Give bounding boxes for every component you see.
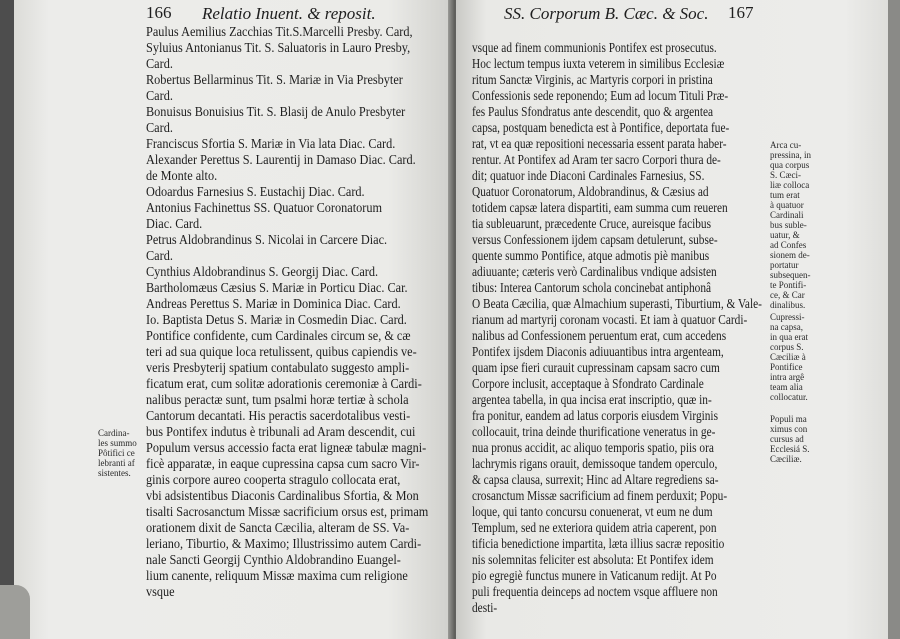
margin-note-line: Pôtifici ce xyxy=(98,448,135,458)
text-line: ginis corpore aureo cooperta stragulo collocata erat, xyxy=(146,473,401,488)
text-line: lachrymis rigans orauit, demissoque tandem operculo, xyxy=(472,457,718,472)
text-line: Quatuor Coronatorum, Aldobrandinus, & Cæsius ad xyxy=(472,185,709,200)
margin-note-line: sistentes. xyxy=(98,468,131,478)
margin-note-line: Cæciliæ à xyxy=(770,352,806,362)
margin-note-line: les summo xyxy=(98,438,137,448)
margin-note-line: Cardina- xyxy=(98,428,130,438)
margin-note-line: à quatuor xyxy=(770,200,804,210)
text-line: Robertus Bellarminus Tit. S. Mariæ in Via Presbyter xyxy=(146,73,403,88)
margin-note-line: lebranti af xyxy=(98,458,135,468)
margin-note-line: Cardinali xyxy=(770,210,804,220)
text-line: ficatum erat, cum solitæ adorationis ceremoniæ à Cardi- xyxy=(146,377,422,392)
text-line: bus Pontifex indutus è tribunali ad Aram descendit, cui xyxy=(146,425,416,440)
margin-note xyxy=(770,312,808,402)
margin-note-line: liæ colloca xyxy=(770,180,810,190)
text-line: Pontifice confidente, cum Cardinales circum se, & cæ xyxy=(146,329,411,344)
text-line: Petrus Aldobrandinus S. Nicolai in Carcere Diac. xyxy=(146,233,388,248)
text-line: orationem dixit de Sancta Cæcilia, alteram de SS. Va- xyxy=(146,521,410,536)
text-line: tia subleuarunt, præcedente Cruce, aureisque facibus xyxy=(472,217,712,232)
text-line: rianum ad martyrij coronam vocasti. Et iam à quatuor Cardi- xyxy=(472,313,748,328)
text-line: pio egregiè functus munere in Vaticanum redijt. At Po xyxy=(472,569,717,584)
text-line: fes Paulus Sfondratus ante descendit, quo & argentea xyxy=(472,105,714,120)
text-line: Populum versus accessio facta erat ligneæ tabulæ magni- xyxy=(146,441,427,456)
text-line: nis solemnitas feliciter est absoluta: Et Pontifex idem xyxy=(472,553,714,568)
right-page xyxy=(456,0,888,639)
margin-note-line: sionem de- xyxy=(770,250,810,260)
text-line: tisalti Sacrosanctum Missæ sacrificium orsus est, primam xyxy=(146,505,429,520)
text-line: ritum Sanctæ Virginis, ac Martyris corpori in pristina xyxy=(472,73,713,88)
text-line: nalibus ad Confessionem peruentum erat, cum accedens xyxy=(472,329,727,344)
text-line: loque, qui tanto concursu conuenerat, vt eum ne dum xyxy=(472,505,713,520)
margin-note-line: portatur xyxy=(770,260,799,270)
margin-note-line: na capsa, xyxy=(770,322,803,332)
margin-note-line: te Pontifi- xyxy=(770,280,807,290)
margin-note-line: pressina, in xyxy=(770,150,811,160)
margin-note-line: Populi ma xyxy=(770,414,807,424)
margin-note-line: in qua erat xyxy=(770,332,808,342)
text-line: crosanctum Missæ sacrificium ad finem perduxit; Popu- xyxy=(472,489,728,504)
margin-note-line: tum erat xyxy=(770,190,800,200)
text-line: collocauit, trina deinde thurificatione veneratus in ge- xyxy=(472,425,716,440)
text-line: adiuuante; cæteris verò Cardinalibus vndique adsisten xyxy=(472,265,717,280)
text-line: Alexander Perettus S. Laurentij in Damaso Diac. Card. xyxy=(146,153,416,168)
text-line: Cantorum decantati. His peractis sacerdotalibus vesti- xyxy=(146,409,411,424)
text-line: Hoc lectum tempus iuxta veterem in similibus Ecclesiæ xyxy=(472,57,725,72)
text-line: Card. xyxy=(146,57,173,72)
text-line: puli frequentia deinceps ad noctem vsque affluere non xyxy=(472,585,718,600)
margin-note-line: Cæciliæ. xyxy=(770,454,802,464)
text-line: vbi adsistentibus Diaconis Cardinalibus Sfortia, & Mon xyxy=(146,489,419,504)
text-line: Bonuisus Bonuisius Tit. S. Blasij de Anulo Presbyter xyxy=(146,105,406,120)
text-line: teri ad sua quique loca retulissent, quibus capiendis ve- xyxy=(146,345,417,360)
text-line: Franciscus Sfortia S. Mariæ in Via lata Diac. Card. xyxy=(146,137,396,152)
margin-note-line: S. Cæci- xyxy=(770,170,802,180)
margin-note-line: team alia xyxy=(770,382,803,392)
text-line: quam ipse fieri curauit cupressinam capsam sacro cum xyxy=(472,361,720,376)
book-edge-right xyxy=(888,0,900,639)
text-line: Antonius Fachinettus SS. Quatuor Coronatorum xyxy=(146,201,383,216)
text-line: Syluius Antonianus Tit. S. Saluatoris in Lauro Presby, xyxy=(146,41,411,56)
margin-note xyxy=(770,140,811,310)
text-line: Andreas Perettus S. Mariæ in Dominica Diac. Card. xyxy=(146,297,401,312)
text-line: veris Presbyterij spatium contabulato suggesto ampli- xyxy=(146,361,410,376)
margin-note-line: cursus ad xyxy=(770,434,804,444)
text-line: nale Sancti Georgij Cynthio Aldobrandino Euangel- xyxy=(146,553,401,568)
margin-note-line: subsequen- xyxy=(770,270,811,280)
margin-note-line: bus suble- xyxy=(770,220,807,230)
text-line: Card. xyxy=(146,121,173,136)
text-line: dit; quatuor inde Diaconi Cardinales Farnesius, SS. xyxy=(472,169,705,184)
text-line: ficè apparatæ, in eaque cupressina capsa cum sacro Vir- xyxy=(146,457,420,472)
text-line: & capsa clausa, surrexit; Hinc ad Altare regrediens sa- xyxy=(472,473,719,488)
page-number: 166 xyxy=(146,3,172,22)
text-line: Corpore inclusit, acceptaque à Sfondrato Cardinale xyxy=(472,377,704,392)
margin-note-line: Cupressi- xyxy=(770,312,805,322)
text-line: nalibus peractæ sunt, tum psalmi horæ tertiæ à schola xyxy=(146,393,409,408)
text-line: Diac. Card. xyxy=(146,217,203,232)
text-line: Paulus Aemilius Zacchias Tit.S.Marcelli Presby. Card, xyxy=(146,25,413,40)
thumb-shadow xyxy=(0,585,30,639)
body-text xyxy=(146,25,428,601)
text-line: leriano, Tiburtio, & Maximo; Illustrissimo autem Cardi- xyxy=(146,537,422,552)
text-line: capsa, postquam benedicta est à Pontifice, deportata fue- xyxy=(472,121,730,136)
text-line: rat, vt ea quæ repositioni necessaria essent parata haber- xyxy=(472,137,727,152)
text-line: Odoardus Farnesius S. Eustachij Diac. Card. xyxy=(146,185,365,200)
margin-note-line: ce, & Car xyxy=(770,290,805,300)
margin-note-line: Pontifice xyxy=(770,362,803,372)
text-line: vsque xyxy=(146,585,175,600)
book-edge-left xyxy=(0,0,14,639)
running-head: Relatio Inuent. & reposit. xyxy=(202,4,376,23)
margin-note-line: ad Confes xyxy=(770,240,807,250)
text-line: Pontifex ijsdem Diaconis adiuuantibus intra argenteam, xyxy=(472,345,724,360)
text-line: vsque ad finem communionis Pontifex est prosecutus. xyxy=(472,41,717,56)
body-text xyxy=(472,41,762,617)
text-line: nua pronus accidit, ac aliquo temporis spatio, piis ora xyxy=(472,441,714,456)
margin-note-line: Arca cu- xyxy=(770,140,802,150)
margin-note xyxy=(98,428,137,478)
text-line: tificia benedictione impartita, læta illius sacræ repositio xyxy=(472,537,725,552)
margin-note-line: dinalibus. xyxy=(770,300,806,310)
text-line: rentur. At Pontifex ad Aram ter sacro Corpori thura de- xyxy=(472,153,721,168)
text-line: Card. xyxy=(146,89,173,104)
text-line: argentea tabella, in qua incisa erat inscriptio, quæ in- xyxy=(472,393,712,408)
text-line: versus Confessionem ijdem capsam detulerunt, subse- xyxy=(472,233,718,248)
text-line: tibus: Interea Cantorum schola concinebat antiphonâ xyxy=(472,281,712,296)
text-line: Templum, sed ne exteriora quidem atria caperent, pon xyxy=(472,521,717,536)
text-line: Io. Baptista Detus S. Mariæ in Cosmedin Diac. Card. xyxy=(146,313,407,328)
page-number: 167 xyxy=(728,3,754,22)
text-line: quente summo Pontifice, atque admotis piè manibus xyxy=(472,249,710,264)
text-line: Card. xyxy=(146,249,173,264)
text-line: fra ponitur, eandem ad latus corporis eiusdem Virginis xyxy=(472,409,719,424)
margin-note-line: corpus S. xyxy=(770,342,804,352)
margin-note xyxy=(770,414,810,464)
left-page xyxy=(14,0,454,639)
text-line: Cynthius Aldobrandinus S. Georgij Diac. Card. xyxy=(146,265,379,280)
margin-note-line: uatur, & xyxy=(770,230,800,240)
text-line: totidem capsæ latera dispartiti, eam summa cum reueren xyxy=(472,201,728,216)
text-line: Bartholomæus Cæsius S. Mariæ in Porticu Diac. Car. xyxy=(146,281,408,296)
margin-note-line: qua corpus xyxy=(770,160,810,170)
running-head: SS. Corporum B. Cæc. & Soc. xyxy=(504,4,709,23)
text-line: desti- xyxy=(472,601,498,616)
text-line: de Monte alto. xyxy=(146,169,218,184)
text-line: O Beata Cæcilia, quæ Almachium superasti, Tiburtium, & Vale- xyxy=(472,297,762,312)
margin-note-line: collocatur. xyxy=(770,392,808,402)
margin-note-line: Ecclesiá S. xyxy=(770,444,810,454)
text-line: Confessionis sede reponendo; Eum ad locum Tituli Præ- xyxy=(472,89,729,104)
margin-note-line: ximus con xyxy=(770,424,808,434)
margin-note-line: intra argê xyxy=(770,372,805,382)
text-line: lium canente, reliquum Missæ maxima cum religione xyxy=(146,569,408,584)
